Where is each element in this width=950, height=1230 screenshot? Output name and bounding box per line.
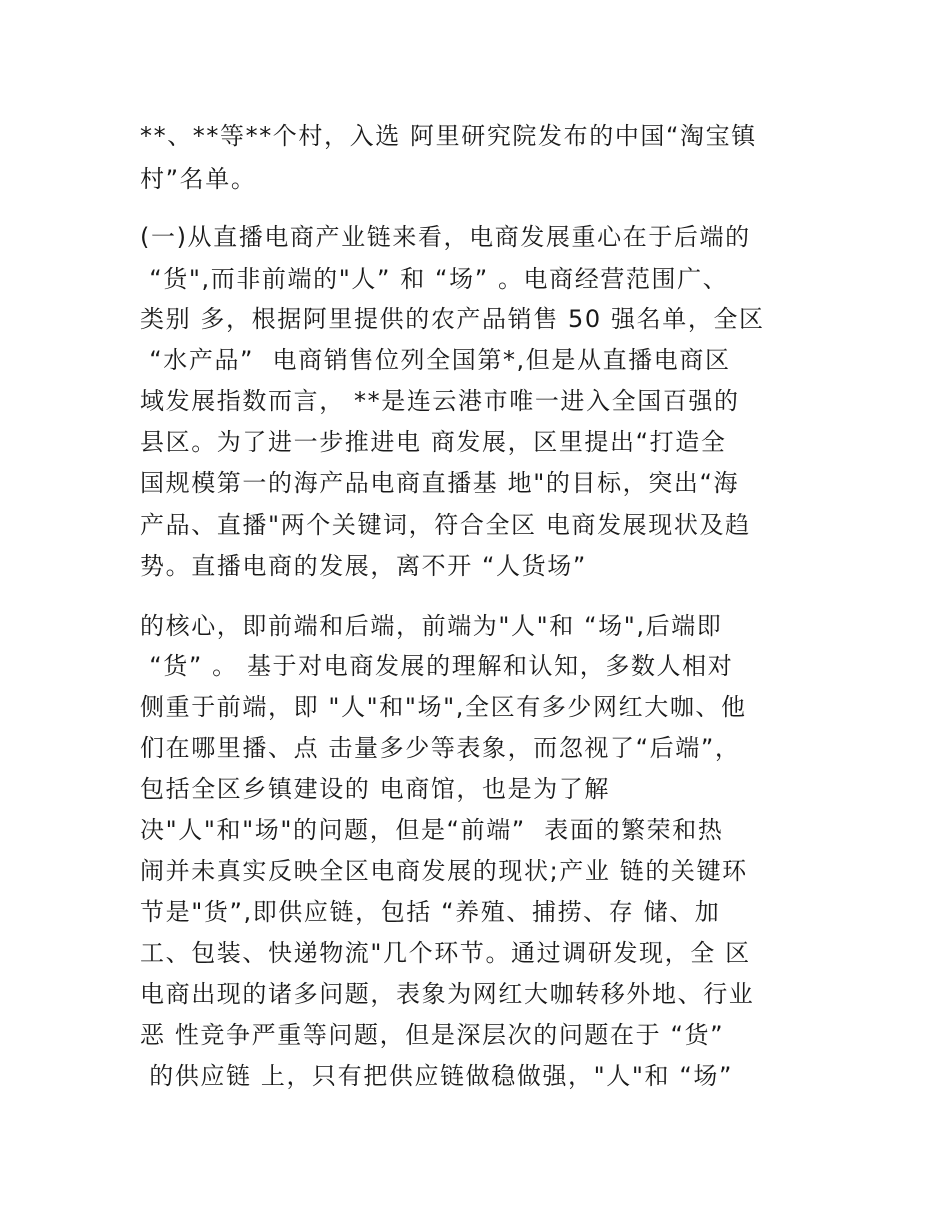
text-line: “货",而非前端的"人” 和 “场” 。电商经营范围广、 bbox=[140, 265, 729, 293]
text-line: 国规模第一的海产品电商直播基 地"的目标，突出“海 bbox=[140, 469, 740, 497]
text-line: 势。直播电商的发展，离不开 “人货场” bbox=[140, 552, 587, 580]
text-line: 县区。为了进一步推进电 商发展，区里提出“打造全 bbox=[140, 428, 727, 456]
text-line: “货” 。 基于对电商发展的理解和认知，多数人相对 bbox=[140, 652, 734, 680]
text-line: 电商出现的诸多问题，表象为网红大咖转移外地、行业 bbox=[140, 980, 755, 1008]
text-line: 节是"货”,即供应链，包括 “养殖、捕捞、存 储、加 bbox=[140, 898, 721, 926]
text-line: 决"人"和"场"的问题，但是“前端” 表面的繁荣和热 bbox=[140, 816, 724, 844]
text-line: 村”名单。 bbox=[140, 165, 257, 193]
text-line: 闹并未真实反映全区电商发展的现状;产业 链的关键环 bbox=[140, 857, 748, 885]
text-line: 的核心，即前端和后端，前端为"人"和 “场",后端即 bbox=[140, 612, 723, 640]
text-line: “水产品” 电商销售位列全国第*,但是从直播电商区 bbox=[140, 346, 731, 374]
text-line: 侧重于前端，即 "人"和"场",全区有多少网红大咖、他 bbox=[140, 693, 747, 721]
text-line: 域发展指数而言， **是连云港市唯一进入全国百强的 bbox=[140, 387, 740, 415]
text-line: (一)从直播电商产业链来看，电商发展重心在于后端的 bbox=[140, 223, 751, 251]
text-line: 们在哪里播、点 击量多少等表象，而忽视了“后端”， bbox=[140, 734, 741, 762]
text-line: 工、包装、快递物流"几个环节。通过调研发现，全 区 bbox=[140, 939, 751, 967]
text-line: 恶 性竞争严重等问题，但是深层次的问题在于 “货” bbox=[140, 1021, 725, 1049]
text-line: **、**等**个村，入选 阿里研究院发布的中国“淘宝镇 bbox=[140, 122, 757, 150]
text-line: 包括全区乡镇建设的 电商馆，也是为了解 bbox=[140, 775, 611, 803]
text-line: 产品、直播"两个关键词，符合全区 电商发展现状及趋 bbox=[140, 511, 751, 539]
text-line: 类别 多，根据阿里提供的农产品销售 50 强名单，全区 bbox=[140, 305, 765, 333]
text-line: 的供应链 上，只有把供应链做稳做强，"人"和 “场” bbox=[140, 1062, 734, 1090]
